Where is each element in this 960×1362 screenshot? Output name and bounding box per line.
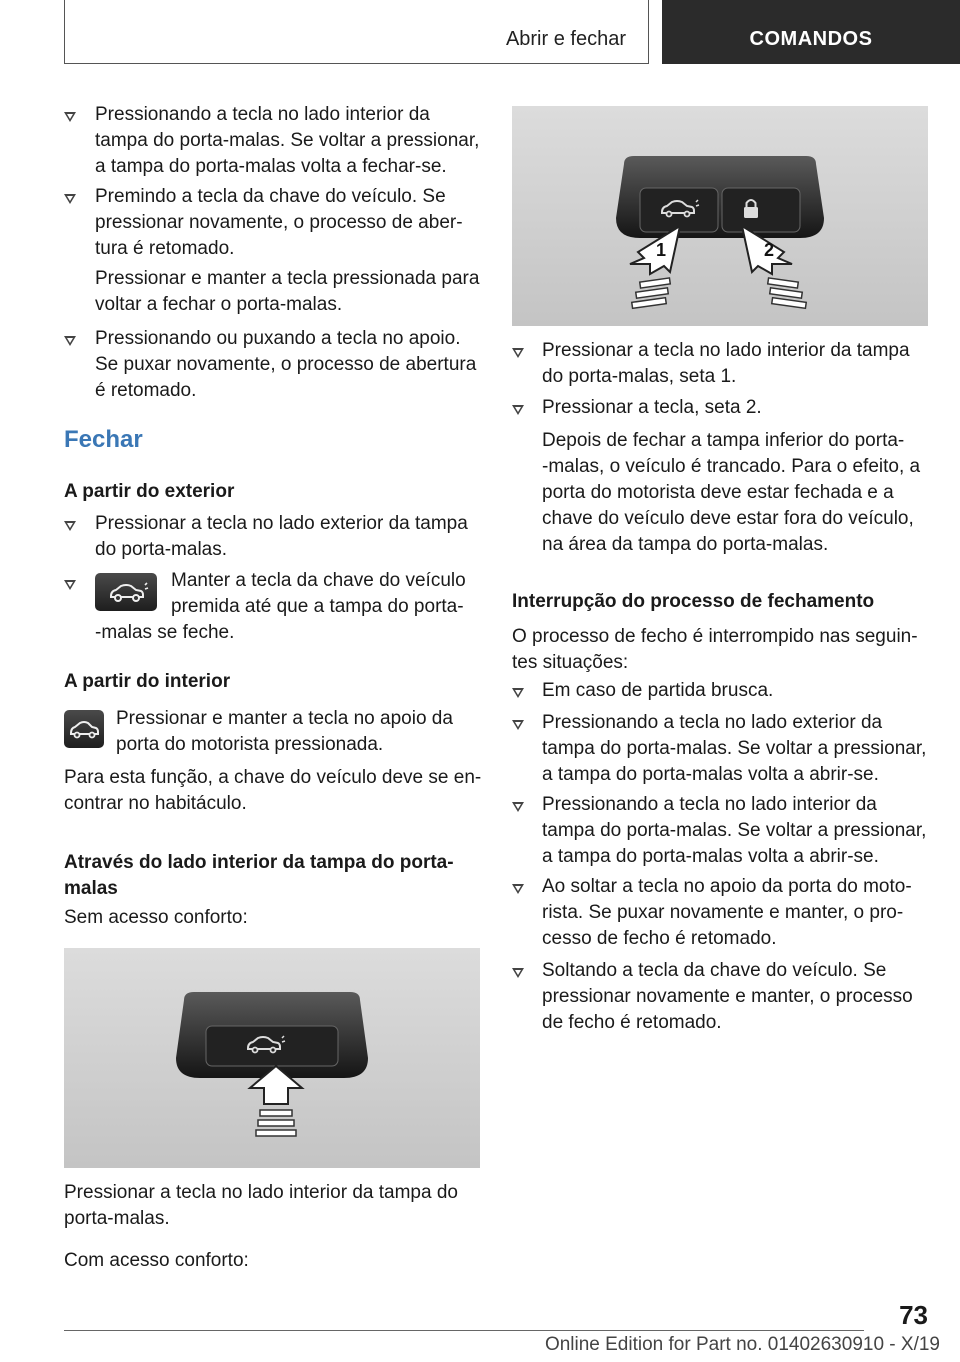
header-frame [64, 0, 649, 64]
list-item: Pressionar a tecla no lado interior da tampa do porta-malas, seta 1. [542, 340, 910, 387]
bullet-triangle-icon [512, 720, 524, 730]
paragraph-funcao: Para esta função, a chave do veículo deve se en- contrar no habitáculo. [64, 767, 482, 814]
trunk-button-photo [64, 948, 480, 1168]
edition-note: Online Edition for Part no. 01402630910 - X/19 [544, 1334, 940, 1355]
list-item-note: Pressionar e manter a tecla pressionada para voltar a fechar o porta-malas. [95, 268, 480, 315]
bullet-triangle-icon [512, 802, 524, 812]
bullet-triangle-icon [64, 336, 76, 346]
arrow-1-label: 1 [656, 240, 667, 260]
bullet-triangle-icon [64, 580, 76, 590]
list-item-cont: -malas se feche. [95, 622, 235, 643]
bullet-triangle-icon [512, 348, 524, 358]
bullet-triangle-icon [512, 688, 524, 698]
list-item: Premindo a tecla da chave do veículo. Se pressionar novamente, o processo de aber- tura é retomado. [95, 186, 463, 259]
list-item: Pressionando a tecla no lado interior da tampa do porta-malas. Se voltar a pressionar, a tampa do porta-malas volta a abrir-se. [542, 794, 927, 867]
photo-caption: Pressionar a tecla no lado interior da tampa do porta-malas. [64, 1182, 458, 1229]
bullet-triangle-icon [64, 112, 76, 122]
subheading-exterior: A partir do exterior [64, 481, 235, 502]
bullet-triangle-icon [512, 884, 524, 894]
subheading-atraves: Através do lado interior da tampa do porta- malas [64, 852, 454, 899]
section-heading-fechar: Fechar [64, 426, 143, 453]
trunk-car-icon [64, 710, 104, 748]
list-item: Pressionando a tecla no lado exterior da tampa do porta-malas. Se voltar a pressionar, a tampa do porta-malas volta a abrir-se. [542, 712, 927, 785]
bullet-triangle-icon [512, 968, 524, 978]
paragraph-interrupcao: O processo de fecho é interrompido nas seguin- tes situações: [512, 626, 918, 673]
list-item-note: Depois de fechar a tampa inferior do porta- -malas, o veículo é trancado. Para o efeito, a porta do motorista deve estar fechada e a chave do veículo deve estar fora do veículo, na área da tampa do porta-malas. [542, 430, 921, 555]
bullet-triangle-icon [64, 521, 76, 531]
list-item: Pressionando a tecla no lado interior da tampa do porta-malas. Se voltar a pressionar, a tampa do porta-malas volta a fechar-se. [95, 104, 480, 177]
list-item: Pressionar a tecla, seta 2. [542, 397, 762, 418]
bullet-triangle-icon [512, 405, 524, 415]
paragraph-interior: Pressionar e manter a tecla no apoio da porta do motorista pressionada. [116, 708, 453, 755]
subheading-interior: A partir do interior [64, 671, 231, 692]
list-item: Soltando a tecla da chave do veículo. Se pressionar novamente e manter, o processo de fecho é retomado. [542, 960, 913, 1033]
trunk-car-icon [95, 573, 157, 611]
bullet-triangle-icon [64, 194, 76, 204]
subheading-interrupcao: Interrupção do processo de fechamento [512, 591, 875, 612]
footer-divider [64, 1330, 864, 1331]
trunk-lock-buttons-photo [512, 106, 928, 326]
list-item: Em caso de partida brusca. [542, 680, 774, 701]
list-item: Pressionar a tecla no lado exterior da tampa do porta-malas. [95, 513, 468, 560]
chapter-title: COMANDOS [749, 28, 873, 50]
list-item: Pressionando ou puxando a tecla no apoio. Se puxar novamente, o processo de abertura é retomado. [95, 328, 477, 401]
paragraph-com-acesso: Com acesso conforto: [64, 1250, 249, 1271]
arrow-2-label: 2 [764, 240, 775, 260]
list-item: Ao soltar a tecla no apoio da porta do moto- rista. Se puxar novamente e manter, o pro- cesso de fecho é retomado. [542, 876, 912, 949]
paragraph-sem-acesso: Sem acesso conforto: [64, 907, 248, 928]
page-number: 73 [899, 1300, 928, 1330]
list-item: Manter a tecla da chave do veículo premida até que a tampa do porta- [171, 570, 466, 617]
chapter-tab [662, 0, 960, 64]
section-title: Abrir e fechar [505, 28, 626, 50]
